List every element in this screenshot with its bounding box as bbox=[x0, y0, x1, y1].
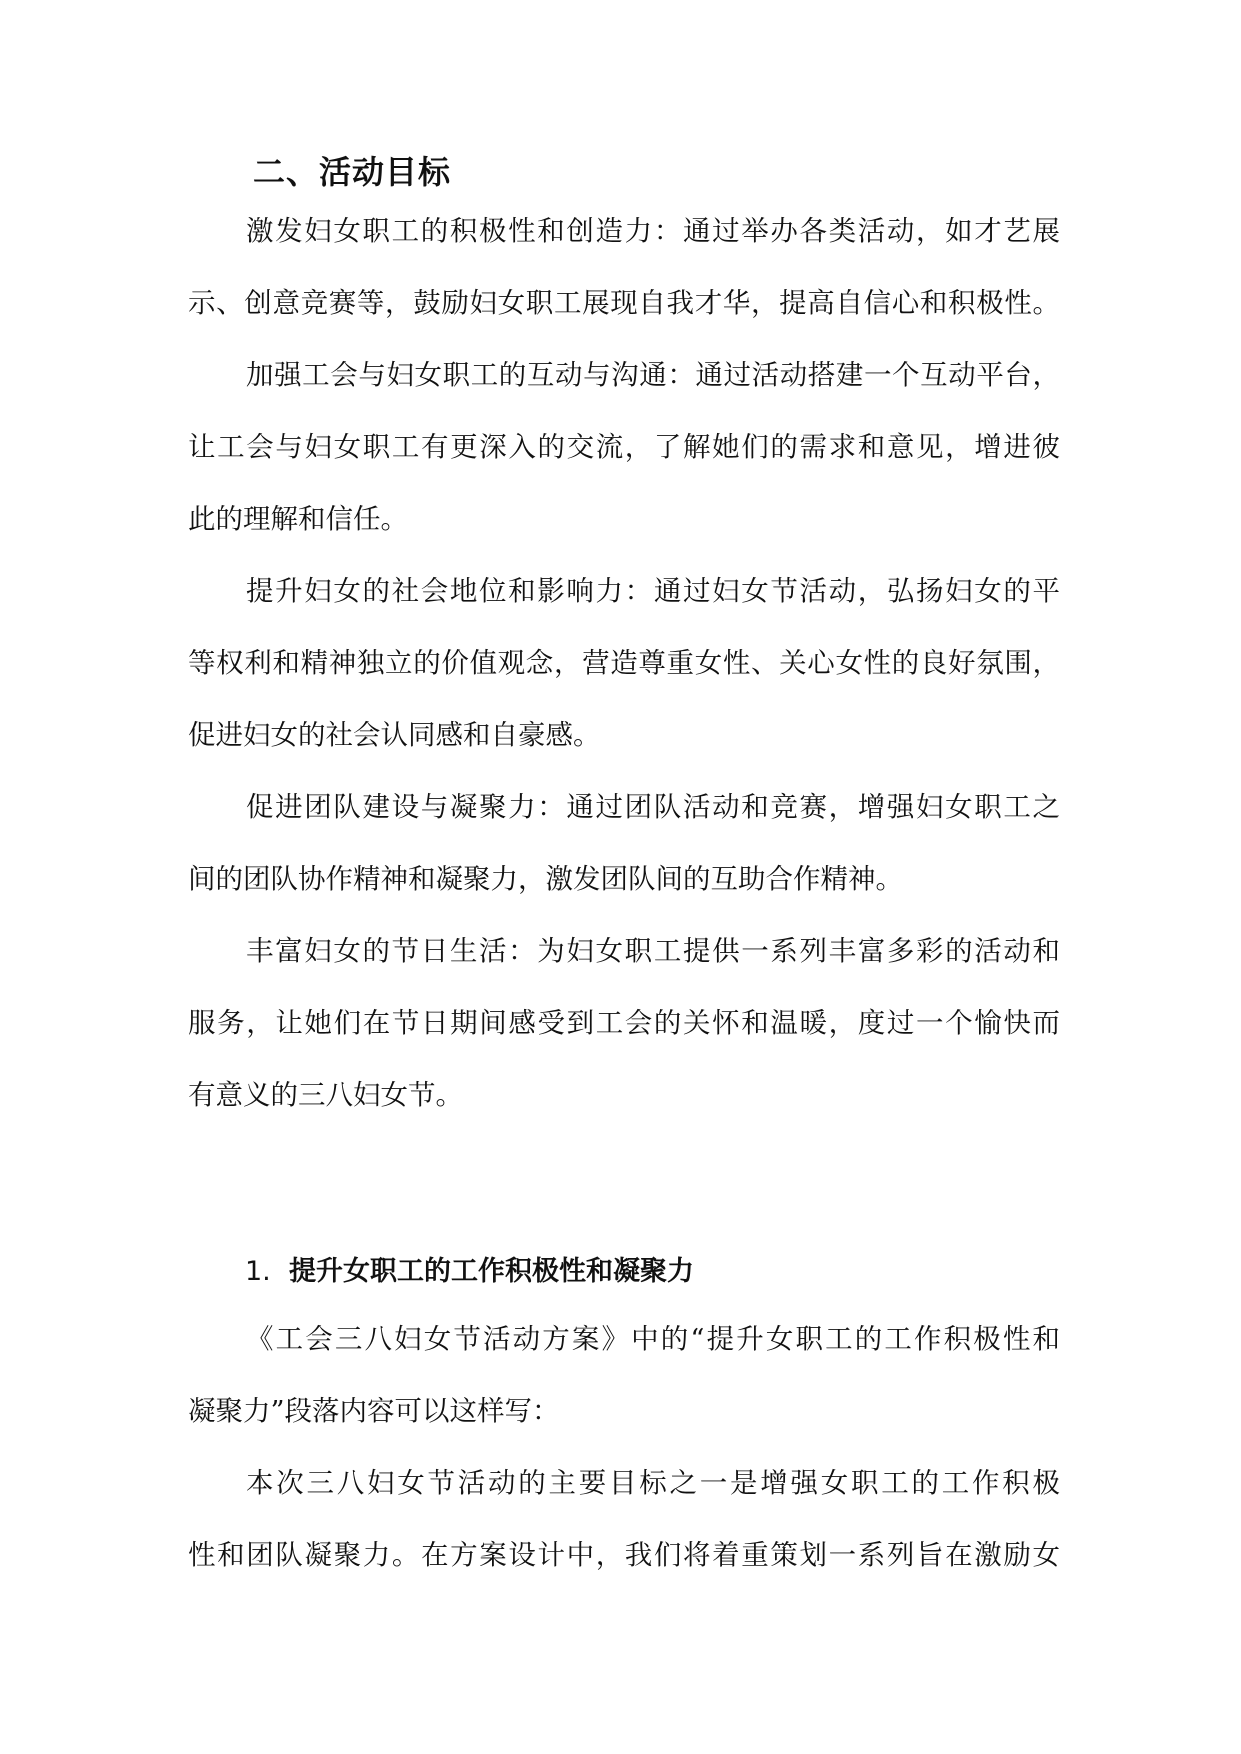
goals-text bbox=[188, 195, 1060, 1131]
paragraph-line: 加强工会与妇女职工的互动与沟通：通过活动搭建一个互动平台， bbox=[246, 359, 1060, 391]
paragraph-line: 此的理解和信任。 bbox=[188, 503, 408, 535]
paragraph-line: 提升妇女的社会地位和影响力：通过妇女节活动，弘扬妇女的平 bbox=[246, 575, 1060, 607]
paragraph-line: 示、创意竞赛等，鼓励妇女职工展现自我才华，提高自信心和积极性。 bbox=[188, 287, 1060, 319]
paragraph-line: 间的团队协作精神和凝聚力，激发团队间的互助合作精神。 bbox=[188, 863, 903, 895]
paragraph-line: 促进妇女的社会认同感和自豪感。 bbox=[188, 719, 601, 751]
paragraph-line: 有意义的三八妇女节。 bbox=[188, 1079, 463, 1111]
subsection-title: 提升女职工的工作积极性和凝聚力 bbox=[289, 1256, 694, 1287]
paragraph-line: 性和团队凝聚力。在方案设计中，我们将着重策划一系列旨在激励女 bbox=[188, 1539, 1060, 1571]
subsection-text bbox=[188, 1303, 1060, 1591]
subsection-number: 1. bbox=[245, 1256, 271, 1287]
paragraph-line: 促进团队建设与凝聚力：通过团队活动和竞赛，增强妇女职工之 bbox=[246, 791, 1060, 823]
paragraph-line: 丰富妇女的节日生活：为妇女职工提供一系列丰富多彩的活动和 bbox=[246, 935, 1060, 967]
paragraph-line: 激发妇女职工的积极性和创造力：通过举办各类活动，如才艺展 bbox=[246, 215, 1060, 247]
paragraph-line: 本次三八妇女节活动的主要目标之一是增强女职工的工作积极 bbox=[246, 1467, 1060, 1499]
section-heading: 二、活动目标 bbox=[253, 153, 452, 191]
paragraph-line: 让工会与妇女职工有更深入的交流，了解她们的需求和意见，增进彼 bbox=[188, 431, 1060, 463]
paragraph-line: 凝聚力”段落内容可以这样写： bbox=[188, 1395, 560, 1427]
subsection-heading bbox=[245, 1252, 694, 1292]
paragraph-line: 等权利和精神独立的价值观念，营造尊重女性、关心女性的良好氛围， bbox=[188, 647, 1060, 679]
paragraph-line: 《工会三八妇女节活动方案》中的“提升女职工的工作积极性和 bbox=[246, 1323, 1060, 1355]
paragraph-line: 服务，让她们在节日期间感受到工会的关怀和温暖，度过一个愉快而 bbox=[188, 1007, 1060, 1039]
